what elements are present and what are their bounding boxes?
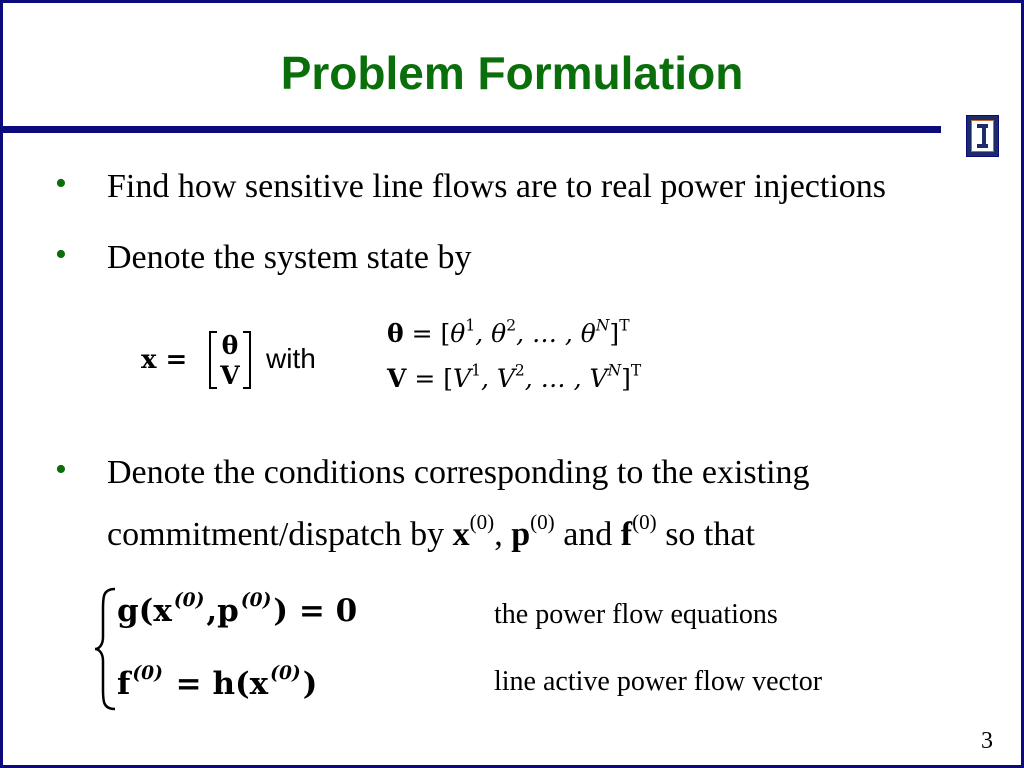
power-flow-description: the power flow equations xyxy=(494,599,778,630)
university-logo-icon xyxy=(966,115,999,157)
bullet-icon: • xyxy=(55,236,67,273)
line-flow-equation: f $^{(0)}$ = h(x $^{(0)}$) xyxy=(117,663,318,702)
power-flow-equation: g(x $^{(0)}$,p $^{(0)}$) = 0 xyxy=(117,590,358,629)
bullet-icon: • xyxy=(55,451,67,488)
bullet-icon: • xyxy=(55,165,67,202)
with-label: with xyxy=(266,343,316,374)
state-vector xyxy=(207,329,253,391)
line-flow-description: line active power flow vector xyxy=(494,666,823,697)
state-vector-v: V xyxy=(220,361,240,390)
theta-definition: $\theta = [\theta^1$, $\theta^2$, … , $\theta^N]^T$ xyxy=(387,316,630,348)
bullet-3-line1: Denote the conditions corresponding to the existing xyxy=(107,454,810,491)
bullet-2-text: Denote the system state by xyxy=(107,239,472,276)
slide-title: Problem Formulation xyxy=(280,47,744,99)
title-divider xyxy=(3,126,941,133)
state-x-equals: x = xyxy=(141,345,188,375)
page-number: 3 xyxy=(981,728,993,754)
bullet-3-line2: commitment/dispatch by $x^{(0)}$, $p^{(0)}$ and $f^{(0)}$ so that xyxy=(107,510,755,553)
v-definition: $V = [V^1$, $V^2$, … , $V^N]^T$ xyxy=(387,361,642,393)
state-vector-theta: θ xyxy=(221,331,239,360)
bullet-1-text: Find how sensitive line flows are to real power injections xyxy=(107,168,886,205)
